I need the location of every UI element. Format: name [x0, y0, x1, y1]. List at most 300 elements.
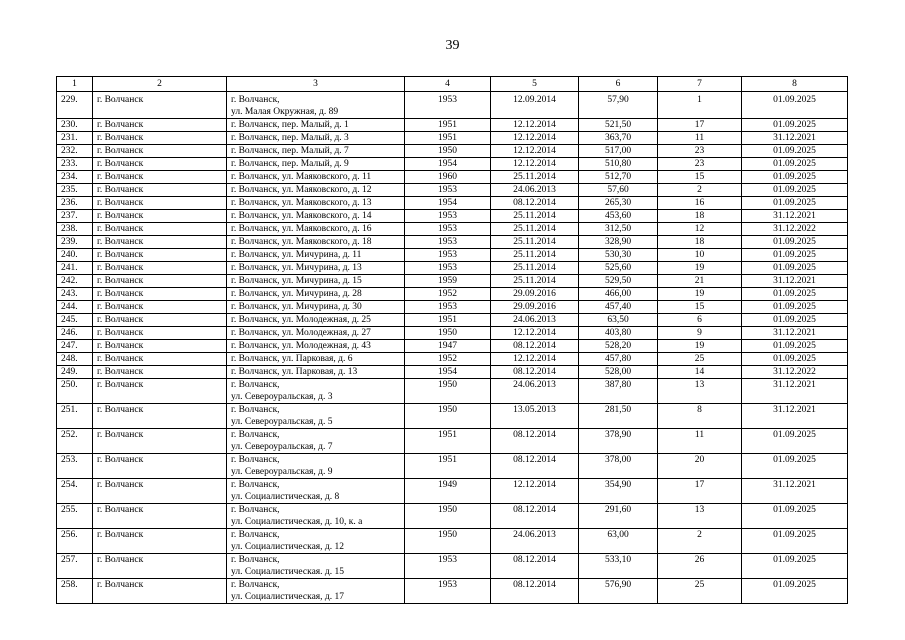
date-cell: 08.12.2014	[491, 504, 579, 529]
row-number-cell: 240.	[57, 249, 93, 262]
column-header: 2	[93, 77, 227, 92]
locality-cell: г. Волчанск	[93, 275, 227, 288]
year-built-cell: 1950	[405, 327, 491, 340]
address-line: г. Волчанск, ул. Мичурина, д. 30	[231, 302, 362, 312]
row-number-cell: 250.	[57, 379, 93, 404]
date-cell: 24.06.2013	[491, 529, 579, 554]
area-cell: 530,30	[579, 249, 658, 262]
locality-cell: г. Волчанск	[93, 366, 227, 379]
year-built-cell: 1954	[405, 366, 491, 379]
deadline-cell: 31.12.2022	[742, 223, 848, 236]
table-row	[57, 379, 848, 404]
table-row	[57, 171, 848, 184]
date-cell: 12.12.2014	[491, 119, 579, 132]
deadline-cell: 01.09.2025	[742, 184, 848, 197]
row-number-cell: 236.	[57, 197, 93, 210]
table-row	[57, 119, 848, 132]
address-line: г. Волчанск,	[231, 380, 280, 390]
area-cell: 517,00	[579, 145, 658, 158]
address-line: г. Волчанск, ул. Парковая, д. 13	[231, 367, 358, 377]
area-cell: 529,50	[579, 275, 658, 288]
address-cell	[227, 404, 405, 429]
area-cell: 63,00	[579, 529, 658, 554]
table-row	[57, 554, 848, 579]
date-cell: 12.12.2014	[491, 145, 579, 158]
year-built-cell: 1951	[405, 132, 491, 145]
table-row	[57, 249, 848, 262]
address-line: г. Волчанск, ул. Маяковского, д. 12	[231, 185, 372, 195]
address-line: г. Волчанск, ул. Мичурина, д. 13	[231, 263, 362, 273]
count-cell: 2	[658, 184, 742, 197]
date-cell: 24.06.2013	[491, 184, 579, 197]
row-number-cell: 253.	[57, 454, 93, 479]
address-line: ул. Малая Окружная, д. 89	[231, 107, 339, 117]
locality-cell: г. Волчанск	[93, 288, 227, 301]
date-cell: 25.11.2014	[491, 275, 579, 288]
year-built-cell: 1952	[405, 288, 491, 301]
table-row	[57, 145, 848, 158]
date-cell: 25.11.2014	[491, 223, 579, 236]
address-line: г. Волчанск, ул. Молодежная, д. 27	[231, 328, 371, 338]
year-built-cell: 1954	[405, 197, 491, 210]
year-built-cell: 1960	[405, 171, 491, 184]
address-line: г. Волчанск,	[231, 455, 280, 465]
locality-cell: г. Волчанск	[93, 404, 227, 429]
year-built-cell: 1953	[405, 236, 491, 249]
locality-cell: г. Волчанск	[93, 301, 227, 314]
deadline-cell: 31.12.2021	[742, 275, 848, 288]
address-line: г. Волчанск,	[231, 430, 280, 440]
address-line: г. Волчанск, пер. Малый, д. 7	[231, 146, 349, 156]
address-line: г. Волчанск, ул. Мичурина, д. 11	[231, 250, 362, 260]
row-number-cell: 241.	[57, 262, 93, 275]
locality-cell: г. Волчанск	[93, 379, 227, 404]
locality-cell: г. Волчанск	[93, 579, 227, 604]
address-cell	[227, 529, 405, 554]
count-cell: 1	[658, 92, 742, 119]
locality-cell: г. Волчанск	[93, 197, 227, 210]
date-cell: 13.05.2013	[491, 404, 579, 429]
count-cell: 21	[658, 275, 742, 288]
address-line: г. Волчанск, ул. Маяковского, д. 16	[231, 224, 372, 234]
date-cell: 08.12.2014	[491, 366, 579, 379]
table-row	[57, 184, 848, 197]
table-row	[57, 132, 848, 145]
address-line: ул. Североуральская, д. 7	[231, 442, 333, 452]
address-line: г. Волчанск,	[231, 530, 280, 540]
year-built-cell: 1953	[405, 223, 491, 236]
area-cell: 363,70	[579, 132, 658, 145]
deadline-cell: 01.09.2025	[742, 429, 848, 454]
date-cell: 08.12.2014	[491, 554, 579, 579]
date-cell: 12.12.2014	[491, 132, 579, 145]
year-built-cell: 1951	[405, 119, 491, 132]
row-number-cell: 238.	[57, 223, 93, 236]
count-cell: 23	[658, 145, 742, 158]
deadline-cell: 01.09.2025	[742, 171, 848, 184]
address-cell	[227, 145, 405, 158]
address-cell	[227, 262, 405, 275]
date-cell: 25.11.2014	[491, 210, 579, 223]
table-row	[57, 327, 848, 340]
date-cell: 12.12.2014	[491, 479, 579, 504]
date-cell: 24.06.2013	[491, 379, 579, 404]
year-built-cell: 1950	[405, 504, 491, 529]
count-cell: 18	[658, 236, 742, 249]
locality-cell: г. Волчанск	[93, 223, 227, 236]
address-cell	[227, 197, 405, 210]
column-header: 6	[579, 77, 658, 92]
deadline-cell: 01.09.2025	[742, 340, 848, 353]
year-built-cell: 1947	[405, 340, 491, 353]
locality-cell: г. Волчанск	[93, 429, 227, 454]
column-header: 3	[227, 77, 405, 92]
date-cell: 25.11.2014	[491, 249, 579, 262]
table-row	[57, 429, 848, 454]
area-cell: 457,40	[579, 301, 658, 314]
area-cell: 457,80	[579, 353, 658, 366]
address-cell	[227, 210, 405, 223]
count-cell: 8	[658, 404, 742, 429]
locality-cell: г. Волчанск	[93, 92, 227, 119]
row-number-cell: 229.	[57, 92, 93, 119]
area-cell: 265,30	[579, 197, 658, 210]
address-cell	[227, 504, 405, 529]
count-cell: 15	[658, 301, 742, 314]
area-cell: 312,50	[579, 223, 658, 236]
address-line: г. Волчанск,	[231, 505, 280, 515]
year-built-cell: 1950	[405, 529, 491, 554]
locality-cell: г. Волчанск	[93, 171, 227, 184]
row-number-cell: 252.	[57, 429, 93, 454]
locality-cell: г. Волчанск	[93, 314, 227, 327]
deadline-cell: 31.12.2021	[742, 379, 848, 404]
row-number-cell: 249.	[57, 366, 93, 379]
count-cell: 17	[658, 479, 742, 504]
count-cell: 11	[658, 132, 742, 145]
year-built-cell: 1949	[405, 479, 491, 504]
address-line: ул. Социалистическая, д. 8	[231, 492, 340, 502]
count-cell: 25	[658, 353, 742, 366]
column-header: 4	[405, 77, 491, 92]
locality-cell: г. Волчанск	[93, 479, 227, 504]
deadline-cell: 31.12.2021	[742, 327, 848, 340]
locality-cell: г. Волчанск	[93, 262, 227, 275]
year-built-cell: 1953	[405, 184, 491, 197]
deadline-cell: 01.09.2025	[742, 158, 848, 171]
address-line: ул. Социалистическая. д. 15	[231, 567, 344, 577]
address-line: ул. Североуральская, д. 5	[231, 417, 333, 427]
locality-cell: г. Волчанск	[93, 454, 227, 479]
table-body	[57, 92, 848, 604]
address-cell	[227, 236, 405, 249]
row-number-cell: 233.	[57, 158, 93, 171]
year-built-cell: 1953	[405, 210, 491, 223]
address-cell	[227, 301, 405, 314]
table-row	[57, 158, 848, 171]
deadline-cell: 01.09.2025	[742, 249, 848, 262]
locality-cell: г. Волчанск	[93, 327, 227, 340]
address-cell	[227, 353, 405, 366]
address-line: г. Волчанск, ул. Мичурина, д. 28	[231, 289, 362, 299]
housing-registry-table	[56, 76, 848, 604]
count-cell: 17	[658, 119, 742, 132]
date-cell: 29.09.2016	[491, 301, 579, 314]
count-cell: 6	[658, 314, 742, 327]
date-cell: 08.12.2014	[491, 579, 579, 604]
date-cell: 29.09.2016	[491, 288, 579, 301]
address-line: г. Волчанск, ул. Молодежная, д. 25	[231, 315, 371, 325]
address-cell	[227, 379, 405, 404]
table-row	[57, 210, 848, 223]
table-row	[57, 92, 848, 119]
address-cell	[227, 275, 405, 288]
address-cell	[227, 366, 405, 379]
address-line: г. Волчанск, ул. Парковая, д. 6	[231, 354, 353, 364]
deadline-cell: 01.09.2025	[742, 529, 848, 554]
address-cell	[227, 171, 405, 184]
table-row	[57, 314, 848, 327]
date-cell: 12.12.2014	[491, 327, 579, 340]
locality-cell: г. Волчанск	[93, 504, 227, 529]
deadline-cell: 31.12.2021	[742, 132, 848, 145]
row-number-cell: 256.	[57, 529, 93, 554]
table-row	[57, 223, 848, 236]
date-cell: 12.12.2014	[491, 353, 579, 366]
year-built-cell: 1954	[405, 158, 491, 171]
deadline-cell: 01.09.2025	[742, 119, 848, 132]
address-cell	[227, 314, 405, 327]
area-cell: 512,70	[579, 171, 658, 184]
year-built-cell: 1953	[405, 554, 491, 579]
row-number-cell: 255.	[57, 504, 93, 529]
table-row	[57, 236, 848, 249]
year-built-cell: 1950	[405, 145, 491, 158]
deadline-cell: 01.09.2025	[742, 197, 848, 210]
year-built-cell: 1953	[405, 92, 491, 119]
address-cell	[227, 184, 405, 197]
address-line: ул. Социалистическая, д. 12	[231, 542, 344, 552]
area-cell: 378,90	[579, 429, 658, 454]
area-cell: 378,00	[579, 454, 658, 479]
row-number-cell: 232.	[57, 145, 93, 158]
locality-cell: г. Волчанск	[93, 158, 227, 171]
address-line: г. Волчанск, пер. Малый, д. 3	[231, 133, 349, 143]
table-row	[57, 504, 848, 529]
date-cell: 25.11.2014	[491, 171, 579, 184]
count-cell: 9	[658, 327, 742, 340]
locality-cell: г. Волчанск	[93, 184, 227, 197]
row-number-cell: 251.	[57, 404, 93, 429]
address-line: г. Волчанск,	[231, 95, 280, 105]
address-line: г. Волчанск, ул. Маяковского, д. 13	[231, 198, 372, 208]
area-cell: 466,00	[579, 288, 658, 301]
address-line: г. Волчанск, ул. Маяковского, д. 18	[231, 237, 372, 247]
address-cell	[227, 158, 405, 171]
address-cell	[227, 479, 405, 504]
address-cell	[227, 249, 405, 262]
year-built-cell: 1951	[405, 314, 491, 327]
area-cell: 528,00	[579, 366, 658, 379]
address-line: г. Волчанск,	[231, 480, 280, 490]
year-built-cell: 1951	[405, 429, 491, 454]
row-number-cell: 230.	[57, 119, 93, 132]
date-cell: 08.12.2014	[491, 340, 579, 353]
deadline-cell: 01.09.2025	[742, 579, 848, 604]
address-line: ул. Североуральская, д. 9	[231, 467, 333, 477]
deadline-cell: 31.12.2021	[742, 404, 848, 429]
table-row	[57, 197, 848, 210]
year-built-cell: 1953	[405, 579, 491, 604]
address-cell	[227, 579, 405, 604]
count-cell: 15	[658, 171, 742, 184]
table-row	[57, 288, 848, 301]
count-cell: 14	[658, 366, 742, 379]
count-cell: 19	[658, 262, 742, 275]
table-row	[57, 340, 848, 353]
table-row	[57, 353, 848, 366]
count-cell: 19	[658, 288, 742, 301]
row-number-cell: 239.	[57, 236, 93, 249]
count-cell: 18	[658, 210, 742, 223]
date-cell: 24.06.2013	[491, 314, 579, 327]
address-line: г. Волчанск,	[231, 405, 280, 415]
row-number-cell: 248.	[57, 353, 93, 366]
address-cell	[227, 327, 405, 340]
deadline-cell: 01.09.2025	[742, 301, 848, 314]
table-row	[57, 479, 848, 504]
table-row	[57, 529, 848, 554]
count-cell: 13	[658, 504, 742, 529]
address-line: г. Волчанск, пер. Малый, д. 1	[231, 120, 349, 130]
date-cell: 08.12.2014	[491, 197, 579, 210]
row-number-cell: 237.	[57, 210, 93, 223]
table-row	[57, 262, 848, 275]
date-cell: 25.11.2014	[491, 262, 579, 275]
row-number-cell: 234.	[57, 171, 93, 184]
locality-cell: г. Волчанск	[93, 340, 227, 353]
area-cell: 528,20	[579, 340, 658, 353]
year-built-cell: 1959	[405, 275, 491, 288]
table-row	[57, 301, 848, 314]
count-cell: 23	[658, 158, 742, 171]
deadline-cell: 01.09.2025	[742, 504, 848, 529]
locality-cell: г. Волчанск	[93, 132, 227, 145]
address-line: г. Волчанск, ул. Маяковского, д. 11	[231, 172, 372, 182]
deadline-cell: 01.09.2025	[742, 314, 848, 327]
area-cell: 354,90	[579, 479, 658, 504]
locality-cell: г. Волчанск	[93, 119, 227, 132]
deadline-cell: 01.09.2025	[742, 145, 848, 158]
address-line: г. Волчанск, пер. Малый, д. 9	[231, 159, 349, 169]
address-line: ул. Социалистическая, д. 10, к. а	[231, 517, 363, 527]
locality-cell: г. Волчанск	[93, 145, 227, 158]
address-line: ул. Социалистическая, д. 17	[231, 592, 344, 602]
count-cell: 19	[658, 340, 742, 353]
table-row	[57, 404, 848, 429]
row-number-cell: 254.	[57, 479, 93, 504]
year-built-cell: 1950	[405, 379, 491, 404]
row-number-cell: 242.	[57, 275, 93, 288]
count-cell: 2	[658, 529, 742, 554]
area-cell: 510,80	[579, 158, 658, 171]
address-line: г. Волчанск,	[231, 580, 280, 590]
table-row	[57, 579, 848, 604]
locality-cell: г. Волчанск	[93, 249, 227, 262]
address-line: г. Волчанск,	[231, 555, 280, 565]
count-cell: 13	[658, 379, 742, 404]
count-cell: 11	[658, 429, 742, 454]
address-cell	[227, 92, 405, 119]
row-number-cell: 244.	[57, 301, 93, 314]
address-line: ул. Североуральская, д. 3	[231, 392, 333, 402]
row-number-cell: 246.	[57, 327, 93, 340]
address-cell	[227, 132, 405, 145]
area-cell: 57,90	[579, 92, 658, 119]
count-cell: 26	[658, 554, 742, 579]
column-header: 1	[57, 77, 93, 92]
address-cell	[227, 554, 405, 579]
year-built-cell: 1951	[405, 454, 491, 479]
row-number-cell: 231.	[57, 132, 93, 145]
year-built-cell: 1952	[405, 353, 491, 366]
area-cell: 328,90	[579, 236, 658, 249]
locality-cell: г. Волчанск	[93, 236, 227, 249]
area-cell: 453,60	[579, 210, 658, 223]
deadline-cell: 31.12.2021	[742, 479, 848, 504]
area-cell: 533,10	[579, 554, 658, 579]
row-number-cell: 245.	[57, 314, 93, 327]
row-number-cell: 247.	[57, 340, 93, 353]
row-number-cell: 243.	[57, 288, 93, 301]
locality-cell: г. Волчанск	[93, 529, 227, 554]
locality-cell: г. Волчанск	[93, 210, 227, 223]
date-cell: 08.12.2014	[491, 429, 579, 454]
count-cell: 12	[658, 223, 742, 236]
deadline-cell: 01.09.2025	[742, 554, 848, 579]
deadline-cell: 01.09.2025	[742, 236, 848, 249]
header-row	[57, 77, 848, 92]
address-cell	[227, 288, 405, 301]
area-cell: 521,50	[579, 119, 658, 132]
address-cell	[227, 340, 405, 353]
year-built-cell: 1953	[405, 249, 491, 262]
area-cell: 281,50	[579, 404, 658, 429]
area-cell: 387,80	[579, 379, 658, 404]
row-number-cell: 258.	[57, 579, 93, 604]
address-line: г. Волчанск, ул. Молодежная, д. 43	[231, 341, 371, 351]
deadline-cell: 01.09.2025	[742, 454, 848, 479]
year-built-cell: 1950	[405, 404, 491, 429]
deadline-cell: 01.09.2025	[742, 262, 848, 275]
year-built-cell: 1953	[405, 301, 491, 314]
date-cell: 12.09.2014	[491, 92, 579, 119]
deadline-cell: 31.12.2022	[742, 366, 848, 379]
area-cell: 525,60	[579, 262, 658, 275]
page-number: 39	[445, 38, 460, 53]
row-number-cell: 257.	[57, 554, 93, 579]
deadline-cell: 01.09.2025	[742, 288, 848, 301]
column-header: 5	[491, 77, 579, 92]
date-cell: 25.11.2014	[491, 236, 579, 249]
address-cell	[227, 454, 405, 479]
count-cell: 25	[658, 579, 742, 604]
deadline-cell: 31.12.2021	[742, 210, 848, 223]
row-number-cell: 235.	[57, 184, 93, 197]
column-header: 7	[658, 77, 742, 92]
year-built-cell: 1953	[405, 262, 491, 275]
address-line: г. Волчанск, ул. Маяковского, д. 14	[231, 211, 372, 221]
